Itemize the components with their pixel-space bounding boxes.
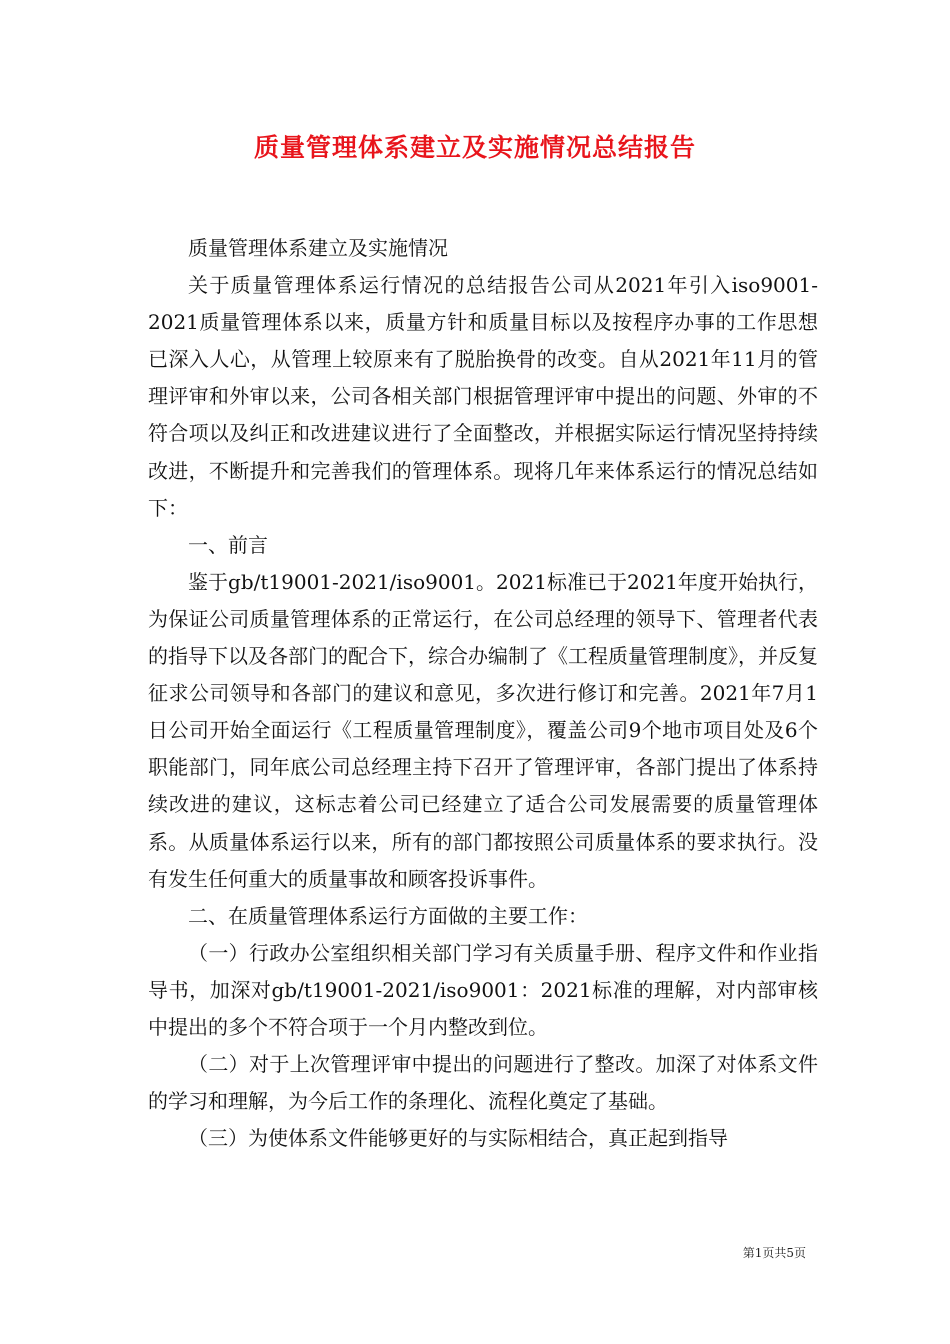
- heading-preface: 一、前言: [188, 532, 268, 557]
- document-body: [148, 230, 818, 1157]
- paragraph-item-1: （一）行政办公室组织相关部门学习有关质量手册、程序文件和作业指导书，加深对gb/t19001-2021/iso9001：2021标准的理解，对内部审核中提出的多个不符合项于一个月内整改到位。: [148, 940, 818, 1039]
- paragraph-item-3: （三）为使体系文件能够更好的与实际相结合，真正起到指导: [188, 1126, 728, 1151]
- paragraph-intro: 关于质量管理体系运行情况的总结报告公司从2021年引入iso9001-2021质量管理体系以来，质量方针和质量目标以及按程序办事的工作思想已深入人心，从管理上较原来有了脱胎换骨的改变。自从2021年11月的管理评审和外审以来，公司各相关部门根据管理评审中提出的问题、外审的不符合项以及纠正和改进建议进行了全面整改，并根据实际运行情况坚持持续改进，不断提升和完善我们的管理体系。现将几年来体系运行的情况总结如下：: [148, 273, 818, 520]
- document-title: 质量管理体系建立及实施情况总结报告: [253, 133, 696, 162]
- paragraph-item-2: （二）对于上次管理评审中提出的问题进行了整改。加深了对体系文件的学习和理解，为今后工作的条理化、流程化奠定了基础。: [148, 1052, 818, 1114]
- paragraph-preface: 鉴于gb/t19001-2021/iso9001。2021标准已于2021年度开始执行，为保证公司质量管理体系的正常运行，在公司总经理的领导下、管理者代表的指导下以及各部门的配合下，综合办编制了《工程质量管理制度》，并反复征求公司领导和各部门的建议和意见，多次进行修订和完善。2021年7月1日公司开始全面运行《工程质量管理制度》，覆盖公司9个地市项目处及6个职能部门，同年底公司总经理主持下召开了管理评审，各部门提出了体系持续改进的建议，这标志着公司已经建立了适合公司发展需要的质量管理体系。从质量体系运行以来，所有的部门都按照公司质量体系的要求执行。没有发生任何重大的质量事故和顾客投诉事件。: [148, 569, 818, 891]
- page-number: 第1页共5页: [742, 1246, 806, 1260]
- heading-main-work: 二、在质量管理体系运行方面做的主要工作：: [188, 903, 588, 928]
- paragraph-subtitle: 质量管理体系建立及实施情况: [188, 236, 448, 260]
